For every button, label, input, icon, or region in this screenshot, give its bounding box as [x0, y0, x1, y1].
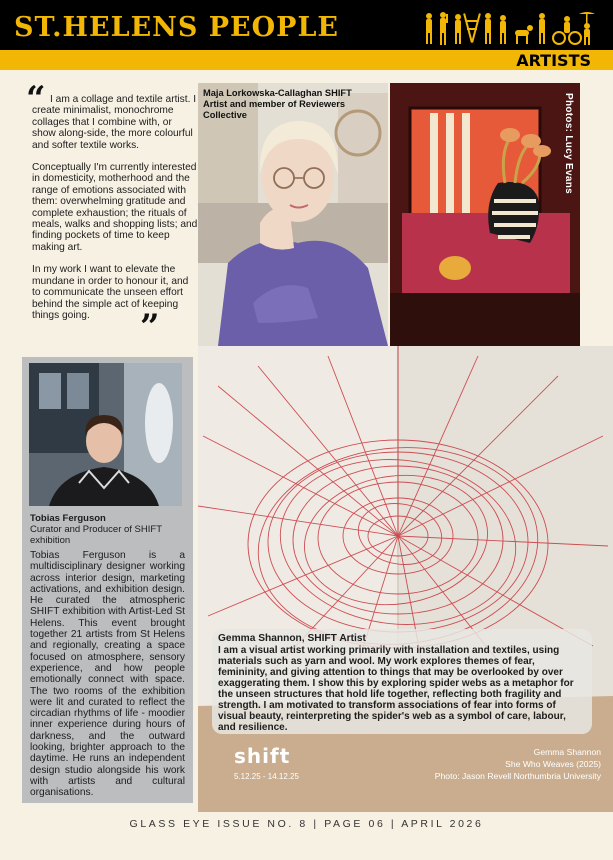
spider-web-installation-photo: [198, 346, 613, 812]
gemma-artist-statement: [212, 629, 592, 734]
photo-credit: Photos: Lucy Evans: [563, 93, 574, 194]
curator-profile: [22, 357, 193, 803]
web-installation-illustration: [198, 346, 613, 812]
curator-name: Tobias Ferguson: [30, 513, 106, 524]
masthead: [0, 0, 613, 50]
section-banner: [0, 50, 613, 70]
curator-role: Curator and Producer of SHIFT exhibition: [30, 524, 162, 546]
shift-dates: 5.12.25 - 14.12.25: [234, 772, 299, 781]
artwork-photo-credit: Photo: Jason Revell Northumbria University: [434, 771, 601, 781]
curator-bio: Tobias Ferguson is a multidisciplinary designer working across interior design, marketing activations, and exhibition design. He curated the atmospheric SHIFT exhibition with Artist-Led St Helens. This event brought together 21 artists from St Helens and regionally, creating a space focused on atmosphere, sensory experience, and how people emotionally connect with space. The two rooms of the exhibition were lit and curated to reflect the circadian rhythms of life - moodier inner experience during hours of darkness, and the outward looking, brighter approach to the daytime. He runs an independent design studio alongside his work with artists and cultural organisations.: [30, 550, 185, 799]
open-quote-icon: “: [26, 79, 46, 119]
quote-paragraph: Conceptually I'm currently interested in domesticity, motherhood and the range of emotions associated with them: overwhelming gratitude and complete exhaustion; the rituals of meals, walks and shopping lists; and finding pockets of time to keep making art.: [32, 162, 198, 253]
curator-portrait-illustration: [29, 363, 182, 506]
close-quote-icon: ”: [140, 307, 160, 347]
artist-quote: [20, 79, 198, 347]
quote-paragraph: In my work I want to elevate the mundane in order to honour it, and to communicate the unseen effort behind the simple act of keeping things going.: [32, 264, 189, 321]
magazine-section-title: ST.HELENS PEOPLE: [14, 12, 340, 43]
maja-caption: Maja Lorkowska-Callaghan SHIFT Artist and member of Reviewers Collective: [203, 88, 352, 120]
maja-portrait-photo: [198, 83, 388, 346]
gemma-name: Gemma Shannon, SHIFT Artist: [218, 633, 366, 644]
quote-text: [32, 94, 198, 332]
textile-artwork-photo: [390, 83, 580, 346]
artwork-title: She Who Weaves (2025): [505, 759, 601, 769]
gemma-statement-text: I am a visual artist working primarily with installation and textiles, using materials such as yarn and wool. My work explores themes of fear, femininity, and giving attention to things that may be overlooked by over exaggerating them. I show this by exploring spider webs as a metaphor for the unseen structures that hold life together, reflecting both fragility and strength. I am motivated to transform associations of fear into forms of visual beauty, reinterpreting the spider's web as a symbol of care, labour, and resilience.: [218, 645, 574, 733]
section-label: ARTISTS: [516, 51, 591, 70]
portrait-illustration: [198, 83, 388, 346]
shift-logo: shift: [234, 744, 291, 768]
tapestry-illustration: [390, 83, 580, 346]
people-silhouettes-icon: [421, 10, 601, 46]
quote-paragraph: I am a collage and textile artist. I create minimalist, monochrome collages that I combine with, or show along-side, the more colourful and softer textile works.: [32, 94, 197, 151]
artwork-artist: Gemma Shannon: [533, 747, 601, 757]
tobias-portrait-photo: [29, 363, 182, 506]
artwork-credit: [401, 746, 601, 782]
page-footer: GLASS EYE ISSUE NO. 8 | PAGE 06 | APRIL 2026: [129, 818, 484, 830]
